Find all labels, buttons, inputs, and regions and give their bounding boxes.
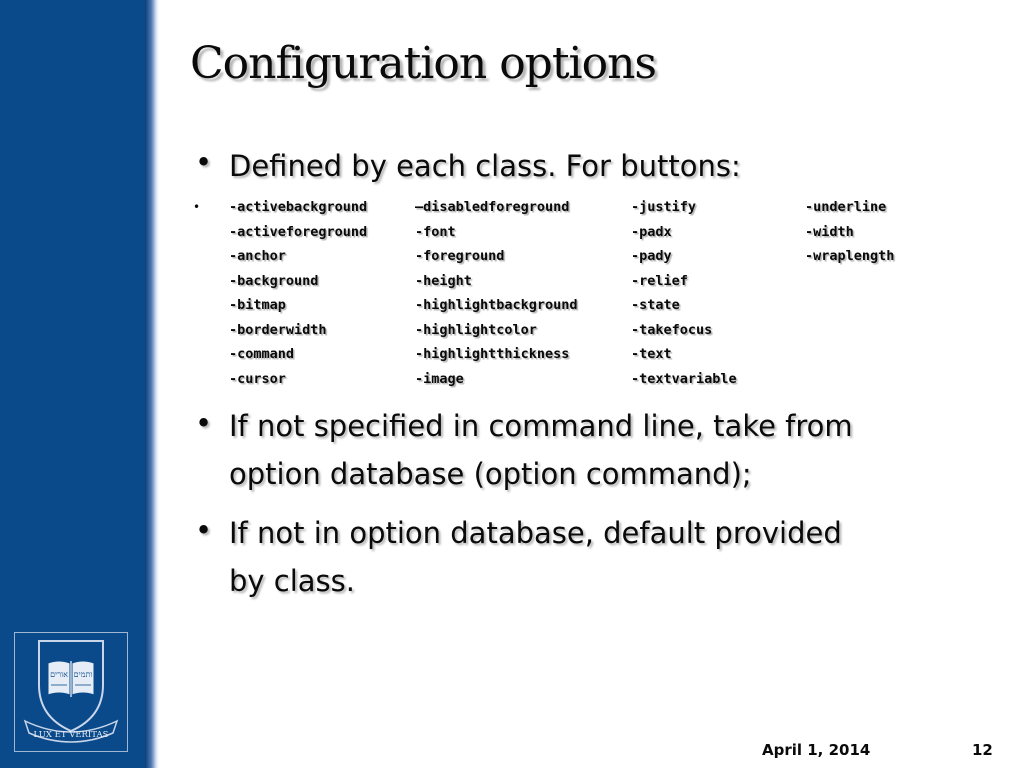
option-item: -takefocus — [631, 321, 713, 338]
option-item: -bitmap — [229, 297, 286, 313]
bullet-text-default-provided: If not in option database, default provided — [229, 516, 842, 550]
option-item: -image — [415, 370, 464, 387]
option-item: -anchor — [229, 248, 286, 264]
footer-date: April 1, 2014 — [762, 741, 871, 759]
crest-motto: LUX ET VERITAS — [33, 730, 109, 740]
option-item: -font — [415, 223, 456, 240]
bullet-dot: • — [195, 406, 213, 440]
option-item: -height — [415, 272, 472, 289]
options-bullet-dot: • — [193, 200, 201, 214]
option-item: -activeforeground — [229, 223, 368, 240]
option-item: -state — [631, 297, 680, 313]
bullet-text-option-database: option database (option command); — [229, 457, 752, 491]
bullet-text-by-class: by class. — [229, 564, 355, 598]
bullet-dot: • — [195, 513, 213, 547]
option-item: -relief — [631, 272, 688, 289]
crest-book-right-text: ותמים — [73, 670, 93, 679]
footer-page-number: 12 — [972, 741, 993, 759]
bullet-text-command-line: If not specified in command line, take from — [229, 409, 853, 443]
option-item: -highlightthickness — [415, 346, 570, 362]
option-item: -activebackground — [229, 199, 368, 215]
option-item: -cursor — [229, 370, 286, 387]
option-item: -text — [631, 346, 672, 362]
bullet-dot: • — [195, 145, 213, 179]
yale-crest-logo — [14, 632, 128, 752]
option-item: -padx — [631, 223, 672, 240]
option-item: -foreground — [415, 248, 505, 264]
option-item: -highlightbackground — [415, 297, 578, 313]
sidebar-gradient-edge — [145, 0, 159, 768]
option-item: -pady — [631, 248, 672, 264]
option-item: -borderwidth — [229, 321, 327, 338]
crest-book-left-text: אורים — [50, 670, 68, 679]
option-item: -highlightcolor — [415, 321, 537, 338]
option-item: -underline — [805, 199, 887, 215]
option-item: -textvariable — [631, 370, 737, 387]
bullet-text-defined-by-class: Defined by each class. For buttons: — [229, 149, 741, 183]
option-item: -background — [229, 272, 319, 289]
option-item: -wraplength — [805, 248, 895, 264]
slide-title: Configuration options — [190, 38, 657, 89]
option-item: -width — [805, 223, 854, 240]
option-item: -command — [229, 346, 295, 362]
option-item: -justify — [631, 199, 697, 215]
option-item: –disabledforeground — [415, 199, 570, 215]
